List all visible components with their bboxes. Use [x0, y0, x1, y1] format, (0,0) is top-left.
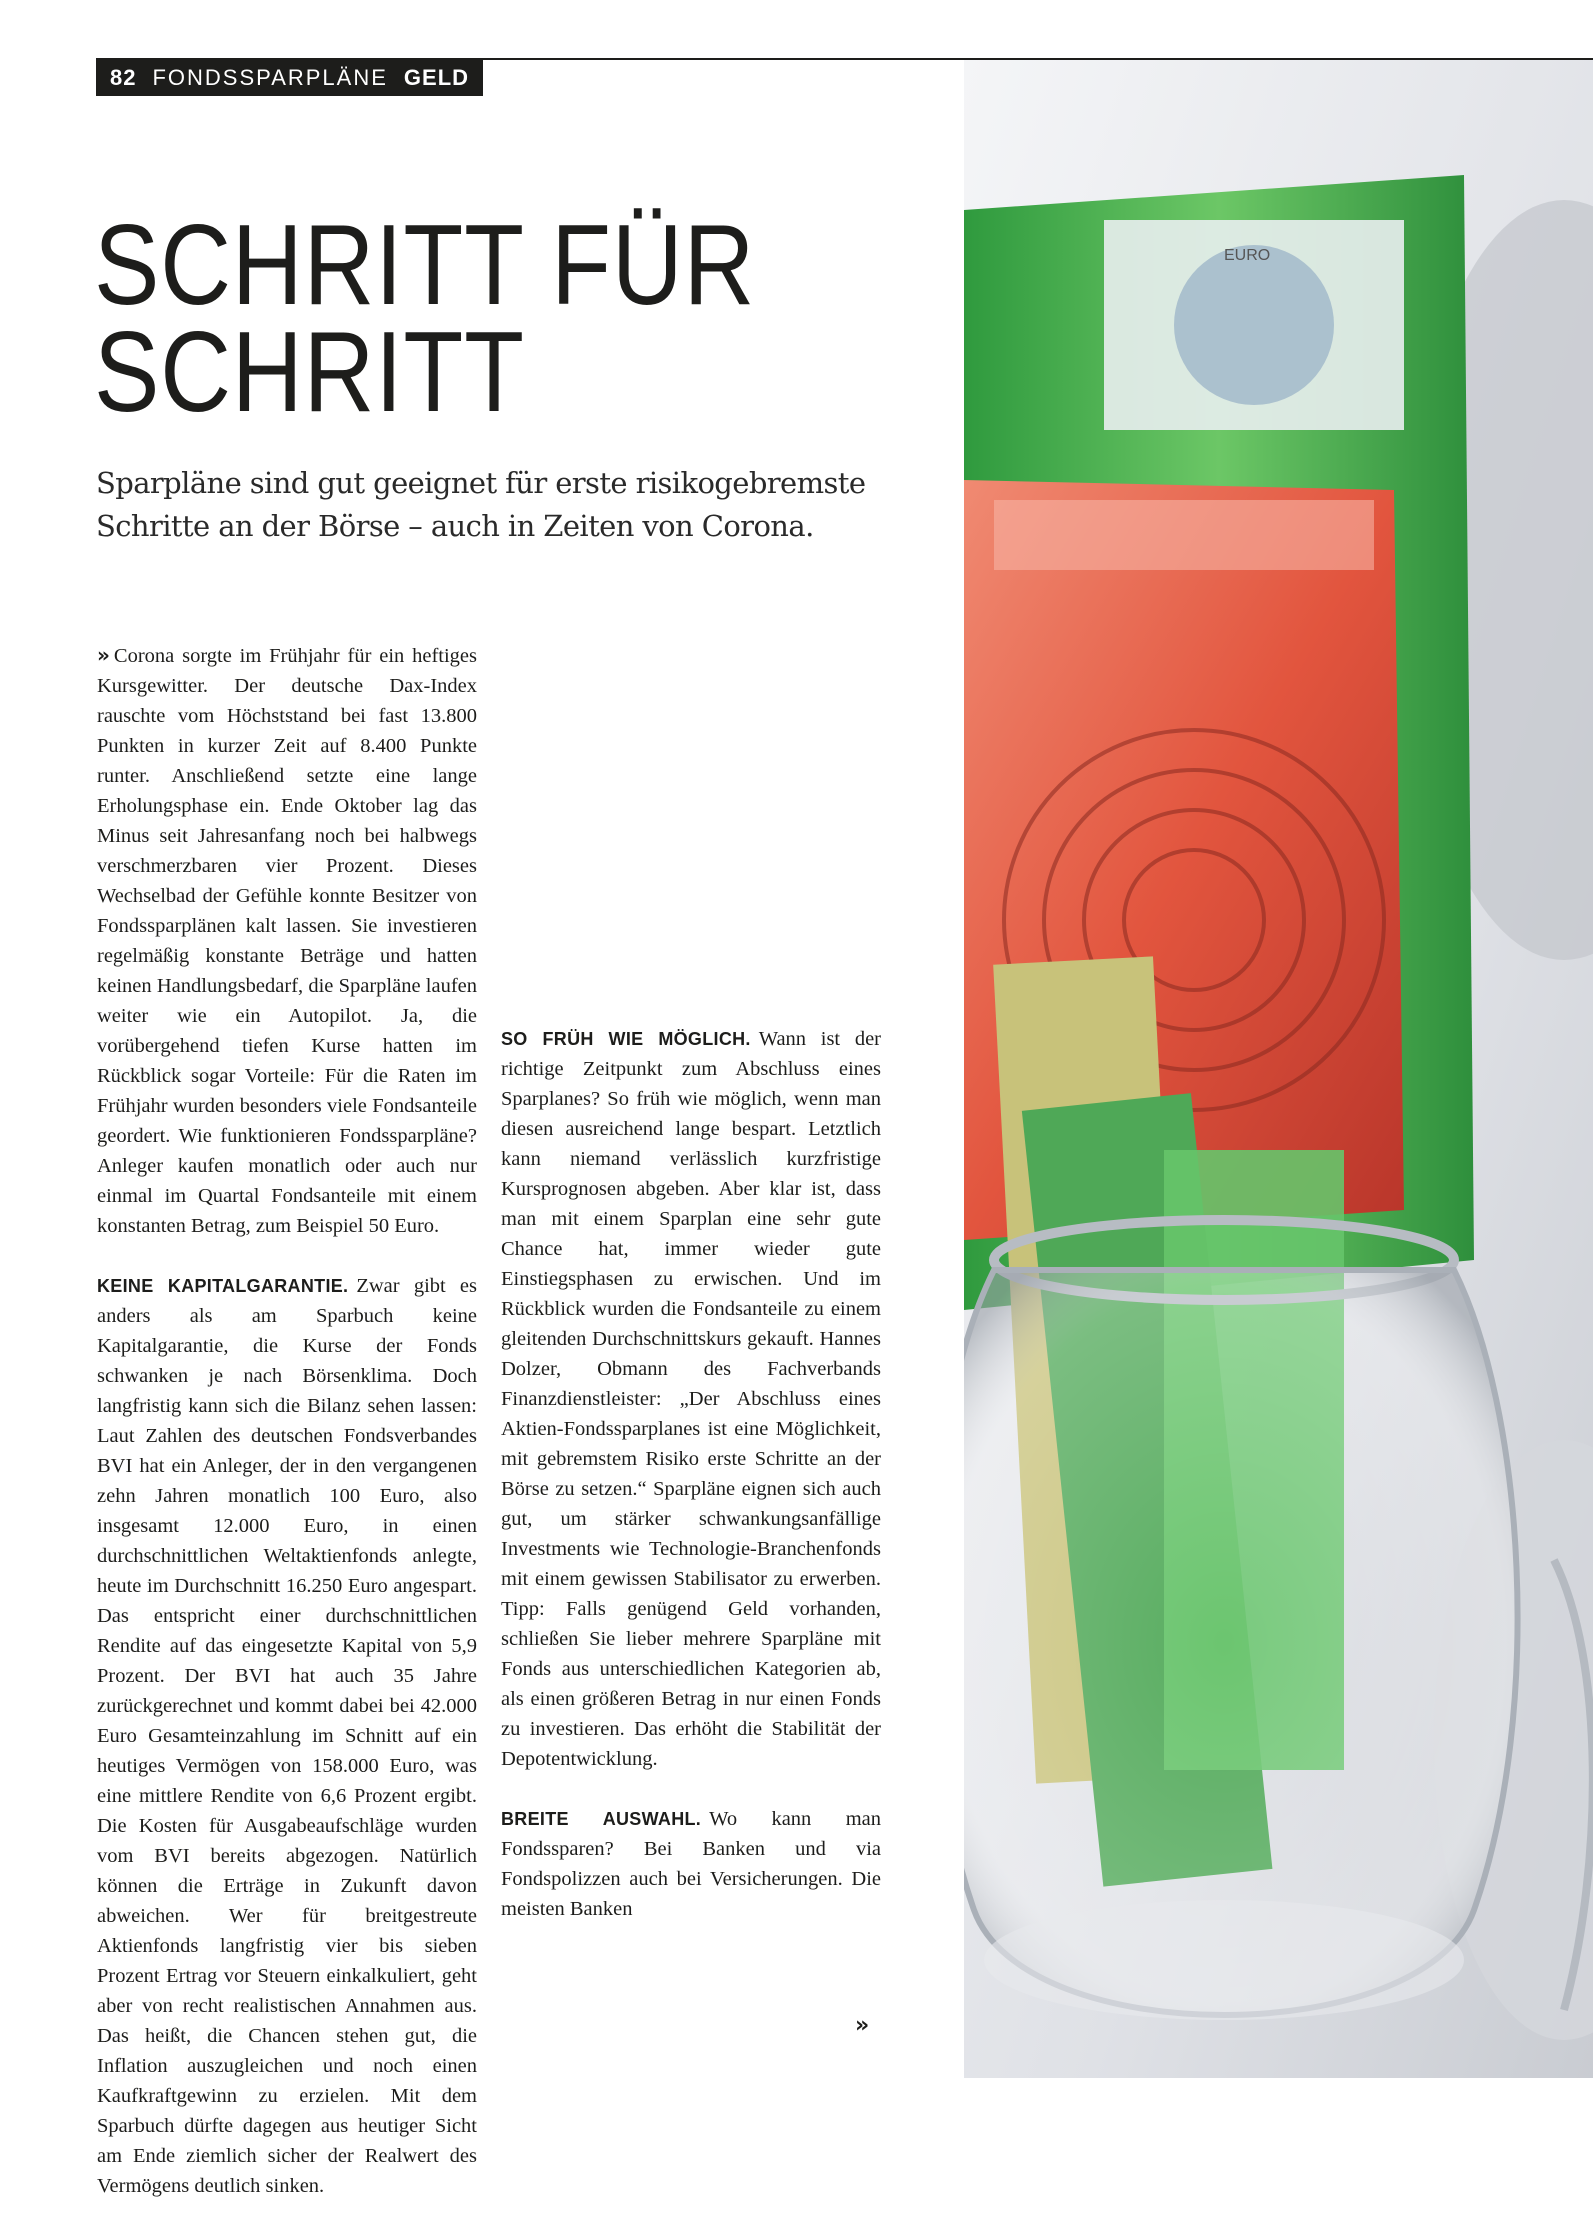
section-title-breite-auswahl: BREITE AUSWAHL. [501, 1809, 702, 1829]
section-so-frueh [501, 1024, 881, 1774]
intro-paragraph [97, 640, 477, 1241]
section-title-so-frueh: SO FRÜH WIE MÖGLICH. [501, 1029, 751, 1049]
section-topic: FONDSSPARPLÄNE [152, 64, 388, 90]
section-tag [96, 59, 483, 96]
headline-line-2: SCHRITT [94, 309, 525, 436]
subhead-line-1: Sparpläne sind gut geeignet für erste risikogebremste [96, 466, 866, 500]
article-subheadline [96, 462, 916, 548]
section-breite-auswahl [501, 1804, 881, 1924]
banknote-label: EURO [1224, 247, 1271, 264]
section-title-kapitalgarantie: KEINE KAPITALGARANTIE. [97, 1276, 349, 1296]
article-headline [94, 202, 816, 436]
section-text-kapitalgarantie: Zwar gibt es anders als am Sparbuch keine Kapitalgarantie, die Kurse der Fonds schwanken je nach Börsenklima. Doch langfristig kann sich die Bilanz sehen lassen: Laut Zahlen des deutschen Fondsverbandes BVI hat ein Anleger, der in den vergangenen zehn Jahren monatlich 100 Euro, also insgesamt 12.000 Euro, in einen durchschnittlichen Weltaktienfonds anlegte, heute im Durchschnitt 16.250 Euro angespart. Das entspricht einer durchschnittlichen Rendite auf das eingesetzte Kapital von 5,9 Prozent. Der BVI hat auch 35 Jahre zurückgerechnet und kommt dabei bei 42.000 Euro Gesamteinzahlung im Schnitt auf ein heutiges Vermögen von 158.000 Euro, was eine mittlere Rendite von 6,6 Prozent ergibt. Die Kosten für Ausgabeaufschläge wurden vom BVI bereits abgezogen. Natürlich können die Erträge in Zukunft davon abweichen. Wer für breitgestreute Aktienfonds langfristig vier bis sieben Prozent Ertrag vor Steuern einkalkuliert, geht aber von recht realistischen Annahmen aus. Das heißt, die Chancen stehen gut, die Inflation auszugleichen und noch einen Kaufkraftgewinn zu erzielen. Mit dem Sparbuch dürfte dagegen aus heutiger Sicht am Ende ziemlich sicher der Realwert des Vermögens deutlich sinken. [97, 1275, 477, 2197]
subhead-line-2: Schritte an der Börse – auch in Zeiten von Corona. [96, 509, 814, 543]
section-text-breite-auswahl: Wo kann man Fondssparen? Bei Banken und via Fondspolizzen auch bei Versicherungen. Die meisten Banken [501, 1808, 881, 1920]
banknotes-jar-photo [964, 60, 1593, 2078]
section-category: GELD [403, 64, 470, 90]
intro-text: Corona sorgte im Frühjahr für ein heftiges Kursgewitter. Der deutsche Dax-Index rauschte vom Höchststand bei fast 13.800 Punkten in kurzer Zeit auf 8.400 Punkte runter. Anschließend setzte eine lange Erholungsphase ein. Ende Oktober lag das Minus seit Jahresanfang noch bei halbwegs verschmerzbaren vier Prozent. Dieses Wechselbad der Gefühle konnte Besitzer von Fondssparplänen kalt lassen. Sie investieren regelmäßig konstante Beträge und hatten keinen Handlungsbedarf, die Sparpläne laufen weiter wie ein Autopilot. Ja, die vorübergehend tiefen Kurse hatten im Rückblick sogar Vorteile: Für die Raten im Frühjahr wurden besonders viele Fondsanteile geordert. Wie funktionieren Fondssparpläne? Anleger kaufen monatlich oder auch nur einmal im Quartal Fondsanteile mit einem konstanten Betrag, zum Beispiel 50 Euro. [97, 645, 477, 1237]
section-text-so-frueh: Wann ist der richtige Zeitpunkt zum Abschluss eines Sparplanes? So früh wie möglich, wenn man diesen ausreichend lange bespart. Letztlich kann niemand verlässlich kurzfristige Kursprognosen abgeben. Aber klar ist, dass man mit einem Sparplan eine sehr gute Chance hat, immer wieder gute Einstiegsphasen zu erwischen. Und im Rückblick wurden die Fondsanteile zu einem gleitenden Durchschnittskurs gekauft. Hannes Dolzer, Obmann des Fachverbands Finanzdienstleister: „Der Abschluss eines Aktien-Fondssparplanes ist eine Möglichkeit, mit gebremstem Risiko erste Schritte an der Börse zu setzen.“ Sparpläne eignen sich auch gut, um stärker schwankungsanfällige Investments wie Technologie-Branchenfonds mit einem gewissen Stabilisator zu erwerben. Tipp: Falls genügend Geld vorhanden, schließen Sie lieber mehrere Sparpläne mit Fonds aus unterschiedlichen Kategorien ab, als einen größeren Betrag in nur einen Fonds zu investieren. Das erhöht die Stabilität der Depotentwicklung. [501, 1028, 881, 1770]
section-kapitalgarantie [97, 1271, 477, 2201]
article-column-right-content [501, 1024, 881, 1954]
continue-mark-icon: » [855, 2013, 870, 2038]
article-column-left [97, 640, 477, 2231]
lead-mark-icon: » [97, 643, 110, 667]
page-number: 82 [110, 64, 137, 90]
headline-line-1: SCHRITT FÜR [94, 202, 756, 329]
